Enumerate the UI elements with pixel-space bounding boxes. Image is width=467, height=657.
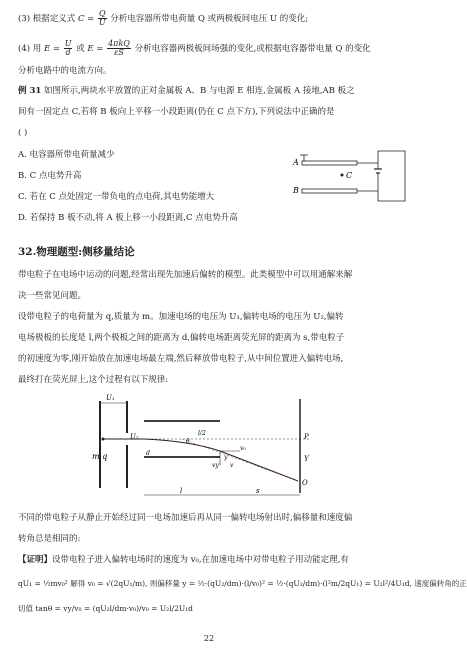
label-l: l	[180, 487, 183, 495]
example-31-line1	[18, 86, 355, 97]
page-number: 22	[203, 634, 215, 643]
s32-para2-l3: 的初速度为零,刚开始放在加速电场最左端,然后释放带电粒子,从中间位置进入偏转电场,	[18, 354, 344, 364]
formula-e1-lhs: E =	[43, 44, 63, 54]
proof-line3: 切值 tanθ = vy/v₀ = (qU₂l/dm·v₀)/v₀ = U₂l/2U₁d	[18, 604, 193, 613]
label-v: v	[230, 462, 234, 469]
formula-c-fraction	[98, 10, 107, 27]
proof-equations	[18, 578, 467, 589]
proof-eq2: 则偏移量 y = ½·(qU₂/dm)·(l/v₀)² = ½·(qU₂/dm)·(l²m/2qU₁) = U₂l²/4U₁d,	[149, 579, 412, 588]
label-y: y	[224, 454, 228, 461]
proof-eq3: 速度偏转角的正	[414, 579, 467, 588]
s32-para3-l1: 不同的带电粒子从静止开始经过同一电场加速后再从同一偏转电场射出时,偏移量和速度偏	[18, 513, 353, 523]
label-theta: θ	[186, 438, 190, 445]
s32-para2-l1: 设带电粒子的电荷量为 q,质量为 m。加速电场的电压为 U₁,偏转电场的电压为 U₂,偏转	[18, 312, 344, 322]
formula-e1-num: U	[64, 39, 72, 48]
plate-b	[302, 189, 357, 193]
label-d: d	[146, 450, 150, 457]
formula-e2-den: εS	[114, 48, 124, 57]
formula-e2-lhs: E =	[87, 44, 107, 54]
capacitor-figure	[290, 145, 410, 215]
label-o: O	[302, 479, 308, 487]
option-d: D. 若保持 B 板不动,将 A 板上移一小段距离,C 点电势升高	[18, 213, 238, 223]
item-4-line2: 分析电路中的电流方向。	[18, 66, 112, 76]
trajectory	[103, 439, 298, 481]
option-a: A. 电容器所带电荷量减少	[18, 150, 115, 160]
s32-para3-l2: 转角总是相同的:	[18, 534, 81, 544]
label-mq: m q	[92, 452, 108, 461]
label-p: P	[304, 433, 309, 441]
formula-e1-den: d	[65, 48, 71, 57]
item-4	[18, 40, 371, 57]
proof-line1	[18, 555, 349, 566]
deflection-figure	[80, 393, 330, 503]
formula-e1-fraction	[64, 40, 73, 57]
example-31-text1: 如图所示,两块水平放置的正对金属板 A、B 与电源 E 相连,金属板 A 接地,AB 板之	[44, 86, 355, 96]
formula-c-num: Q	[98, 9, 106, 18]
point-c	[341, 174, 344, 177]
item-3-text: 分析电容器所带电荷量 Q 或两极板间电压 U 的变化;	[110, 14, 309, 24]
label-u2: U₂	[130, 433, 139, 441]
proof-text1: 设带电粒子进入偏转电场时的速度为 v₀,在加速电场中对带电粒子用动能定理,有	[52, 555, 349, 565]
label-a: A	[293, 158, 299, 167]
formula-e2-fraction	[107, 40, 131, 57]
example-31-line2: 间有一固定点 C,若将 B 板向上平移一小段距离(仍在 C 点下方),下列说法中正确的是	[18, 107, 335, 117]
label-u1: U₁	[106, 394, 115, 402]
label-c: C	[346, 171, 353, 180]
section-32-title: 32.物理题型:侧移量结论	[18, 246, 135, 258]
label-v0: v₀	[240, 445, 246, 452]
item-4-text: 分析电容器两极板间场强的变化,或根据电容器带电量 Q 的变化	[134, 44, 371, 54]
label-l-half: l/2	[198, 430, 206, 437]
circuit-wire	[357, 151, 405, 201]
s32-para2-l2: 电场极板的长度是 l,两个极板之间的距离为 d,偏转电场距离荧光屏的距离为 s,带电粒子	[18, 333, 345, 343]
s32-para1-l2: 决一些常见问题。	[18, 291, 87, 301]
formula-c-lhs: C =	[77, 14, 97, 24]
item-3-prefix: (3) 根据定义式	[18, 14, 76, 24]
label-s: s	[256, 487, 260, 495]
plate-a	[302, 161, 357, 165]
item-4-or: 或	[76, 44, 85, 54]
s32-para1-l1: 带电粒子在电场中运动的问题,经常出现先加速后偏转的模型。此类模型中可以用通解来解	[18, 270, 353, 280]
option-b: B. C 点电势升高	[18, 171, 82, 181]
formula-e2-num: 4πkQ	[108, 39, 130, 48]
option-c: C. 若在 C 点处固定一带负电的点电荷,其电势能增大	[18, 192, 215, 202]
proof-label: 【证明】	[18, 555, 53, 565]
formula-c-den: U	[98, 18, 106, 27]
example-31-label: 例 31	[18, 86, 42, 96]
answer-paren: ( )	[18, 128, 28, 138]
item-3	[18, 10, 308, 27]
s32-para2-l4: 最终打在荧光屏上,这个过程有以下规律:	[18, 375, 169, 385]
label-vy: vy	[212, 462, 219, 469]
item-4-prefix: (4) 用	[18, 44, 42, 54]
label-Y: Y	[304, 455, 309, 463]
proof-eq1: qU₁ = ½mv₀² 解得 v₀ = √(2qU₁/m),	[18, 579, 148, 588]
label-b: B	[293, 186, 299, 195]
